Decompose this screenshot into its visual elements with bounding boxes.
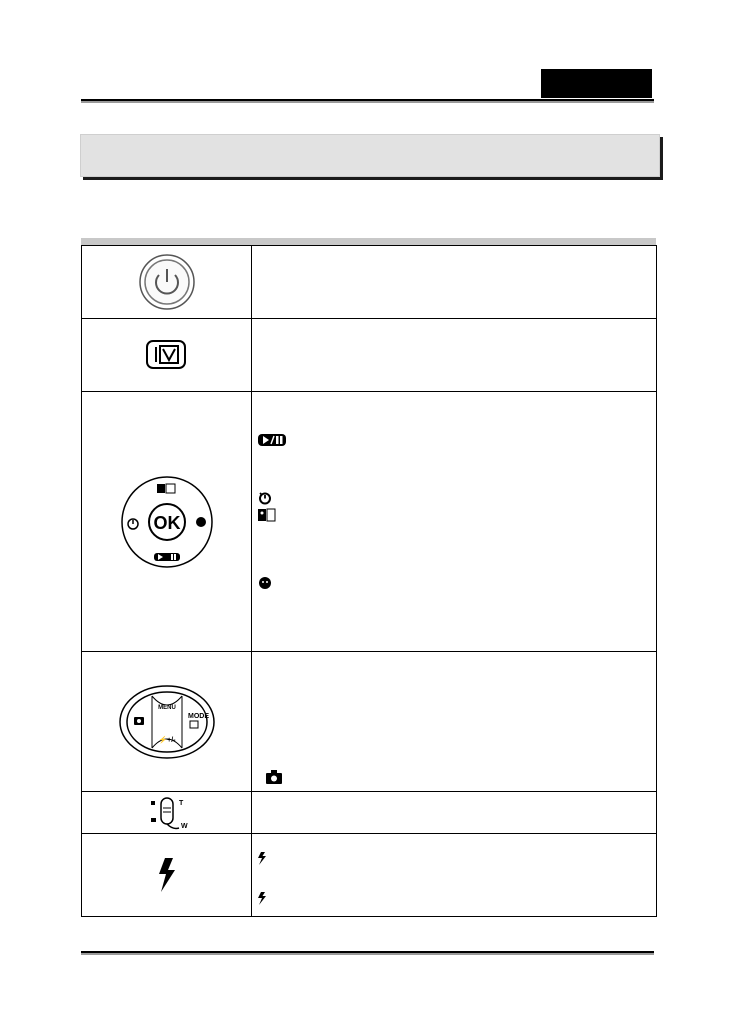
flash-item-1 bbox=[258, 851, 270, 865]
table-row-zoom bbox=[82, 792, 657, 834]
flash-item-2 bbox=[258, 891, 270, 905]
face-detect-icon bbox=[258, 576, 272, 590]
power-button-cell bbox=[82, 246, 252, 319]
camera-item bbox=[266, 770, 286, 784]
footer-rule bbox=[81, 951, 654, 953]
flash-icon bbox=[258, 892, 266, 905]
section-banner bbox=[80, 134, 660, 177]
table-header-rule bbox=[81, 238, 656, 245]
flash-ev-label: ⚡+/- bbox=[157, 736, 176, 744]
flash-icon bbox=[258, 852, 266, 865]
self-timer-icon bbox=[258, 491, 272, 505]
mode-label: MODE bbox=[187, 712, 209, 720]
table-row-display bbox=[82, 319, 657, 392]
ok-nav-pad-icon bbox=[119, 474, 215, 570]
wide-label: W bbox=[180, 822, 188, 830]
ok-label: OK bbox=[153, 512, 180, 533]
display-description bbox=[252, 319, 657, 392]
button-reference-table bbox=[81, 245, 657, 917]
camera-icon bbox=[266, 770, 282, 784]
table-row-menu-mode bbox=[82, 652, 657, 792]
navigation-description bbox=[252, 392, 657, 652]
scene-item bbox=[258, 508, 280, 522]
playback-item bbox=[258, 433, 290, 447]
power-icon bbox=[138, 253, 196, 311]
display-button-cell bbox=[82, 319, 252, 392]
tele-label: T bbox=[178, 799, 183, 807]
table-row-navigation bbox=[82, 392, 657, 652]
scene-icon bbox=[258, 508, 276, 522]
power-description bbox=[252, 246, 657, 319]
self-timer-item bbox=[258, 491, 276, 505]
flash-description bbox=[252, 834, 657, 917]
language-tab bbox=[541, 69, 652, 98]
menu-mode-description bbox=[252, 652, 657, 792]
face-detect-item bbox=[258, 576, 276, 590]
display-icon bbox=[145, 339, 189, 371]
flash-button-cell bbox=[82, 834, 252, 917]
table-row-flash bbox=[82, 834, 657, 917]
playback-icon bbox=[258, 434, 286, 446]
navigation-pad-cell bbox=[82, 392, 252, 652]
menu-label: MENU bbox=[157, 704, 176, 711]
menu-mode-pad-cell bbox=[82, 652, 252, 792]
zoom-description bbox=[252, 792, 657, 834]
menu-mode-pad-icon bbox=[118, 684, 216, 760]
flash-icon bbox=[156, 858, 178, 892]
table-row-power bbox=[82, 246, 657, 319]
zoom-lever-cell bbox=[82, 792, 252, 834]
zoom-lever-icon bbox=[145, 794, 189, 832]
header-rule bbox=[81, 99, 654, 101]
